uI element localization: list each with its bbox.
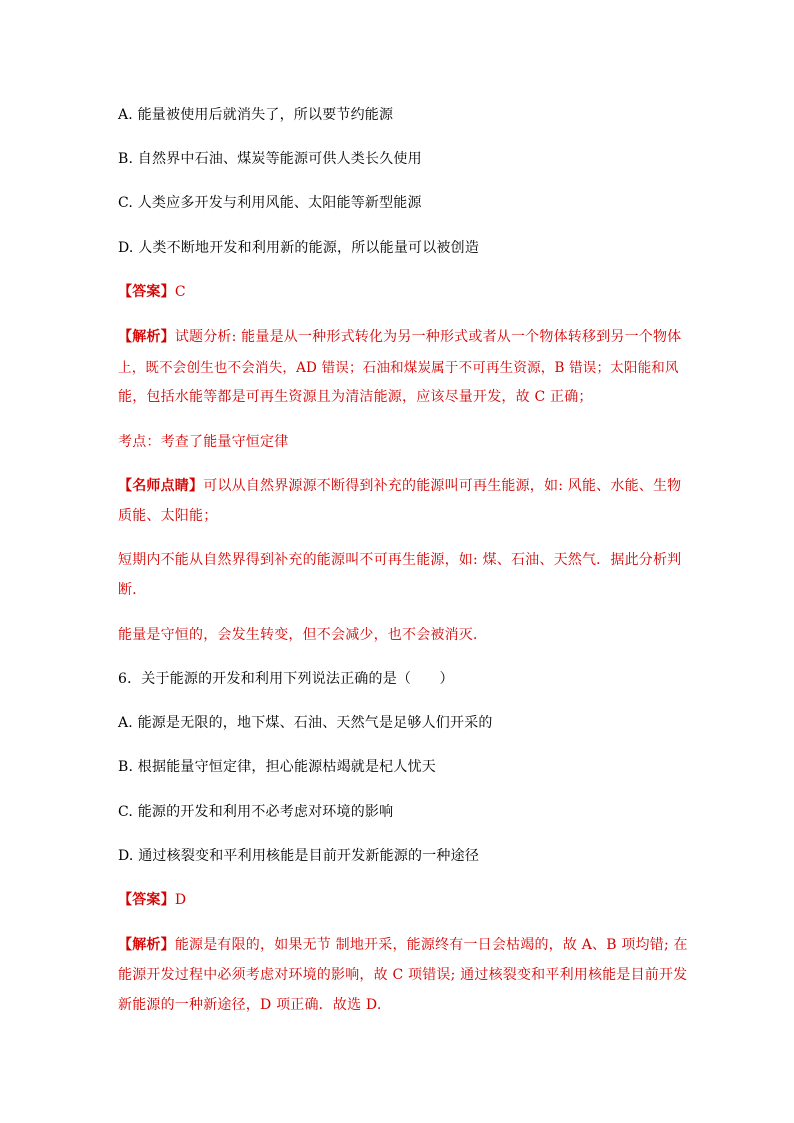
q5-tip-para3: 能量是守恒的，会发生转变，但不会减少，也不会被消灭．	[118, 627, 488, 643]
q5-analysis-line-1	[118, 326, 688, 346]
q5-tip-para2-line-2: 断．	[118, 582, 147, 598]
q6-analysis-text-1: 能源是有限的，如果无节 制地开采，能源终有一日会枯竭的，故 A、B 项均错; 在	[174, 937, 688, 953]
q5-tip-para2-line-1: 短期内不能从自然界得到补充的能源叫不可再生能源，如: 煤、石油、天然气．据此分析判	[118, 552, 682, 568]
q6-analysis-label: 【解析】	[118, 937, 175, 953]
q6-option-a: A. 能源是无限的，地下煤、石油、天然气是足够人们开采的	[118, 715, 493, 731]
q6-answer-label: 【答案】	[118, 892, 175, 908]
q6-stem: 6．关于能源的开发和利用下列说法正确的是（ ）	[118, 671, 454, 687]
q5-option-a: A. 能量被使用后就消失了，所以要节约能源	[118, 107, 394, 123]
q6-analysis-line-2: 能源开发过程中必须考虑对环境的影响，故 C 项错误; 通过核裂变和平利用核能是目前开发	[118, 967, 688, 983]
q5-tip-line-2: 质能、太阳能；	[118, 508, 218, 524]
q5-analysis-text-1: 试题分析: 能量是从一种形式转化为另一种形式或者从一个物体转移到另一个物体	[174, 329, 682, 345]
q5-answer-value: C	[174, 284, 186, 300]
q6-option-c: C. 能源的开发和利用不必考虑对环境的影响	[118, 804, 394, 820]
q5-tip-text-1: 可以从自然界源源不断得到补充的能源叫可再生能源，如: 风能、水能、生物	[203, 478, 682, 494]
q6-answer-value: D	[174, 892, 187, 908]
q5-tip-label: 【名师点睛】	[118, 478, 204, 494]
q5-analysis-line-2: 上，既不会创生也不会消失，AD 错误；石油和煤炭属于不可再生资源，B 错误；太阳能和风	[118, 360, 679, 376]
q5-analysis-label: 【解析】	[118, 329, 175, 345]
q6-analysis-line-1	[118, 934, 688, 954]
q5-answer-label: 【答案】	[118, 284, 175, 300]
q6-option-b: B. 根据能量守恒定律，担心能源枯竭就是杞人忧天	[118, 759, 436, 775]
q5-kaodian: 考点：考查了能量守恒定律	[118, 434, 289, 450]
q6-option-d: D. 通过核裂变和平利用核能是目前开发新能源的一种途径	[118, 848, 480, 864]
q6-analysis-line-3: 新能源的一种新途径，D 项正确．故选 D.	[118, 997, 382, 1013]
q5-analysis-line-3: 能，包括水能等都是可再生资源且为清洁能源，应该尽量开发，故 C 正确；	[118, 389, 593, 405]
q5-option-b: B. 自然界中石油、煤炭等能源可供人类长久使用	[118, 151, 422, 167]
q5-tip-line-1	[118, 475, 688, 495]
q5-option-c: C. 人类应多开发与利用风能、太阳能等新型能源	[118, 195, 422, 211]
q5-option-d: D. 人类不断地开发和利用新的能源，所以能量可以被创造	[118, 240, 480, 256]
q6-answer	[118, 889, 688, 909]
q5-answer	[118, 281, 688, 301]
